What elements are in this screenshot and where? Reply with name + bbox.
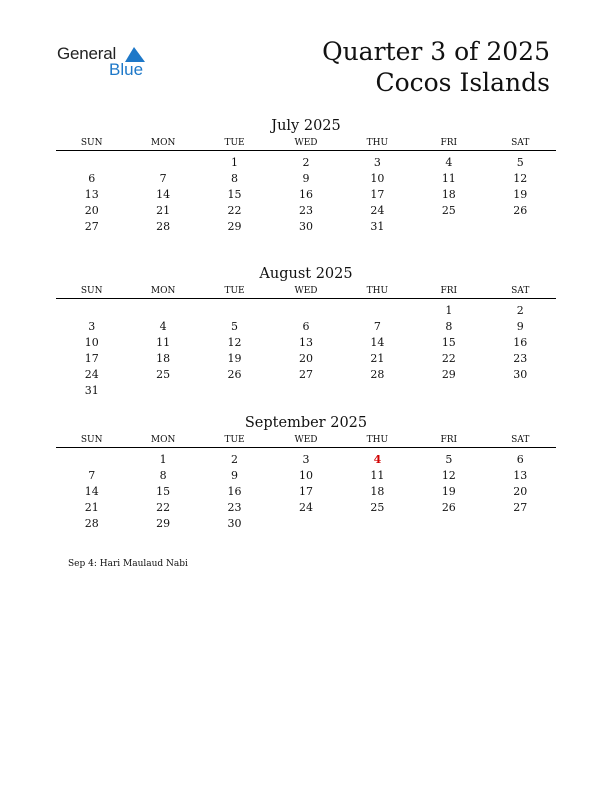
month-title: September 2025	[244, 415, 368, 431]
weekday-label: TUE	[224, 435, 245, 445]
day-cell: 15	[227, 188, 242, 201]
day-cell	[56, 155, 127, 171]
day-cell	[127, 303, 198, 319]
week-row	[56, 468, 556, 484]
weekday-header	[56, 136, 556, 151]
day-cell: 12	[441, 469, 456, 482]
day-cell: 5	[231, 320, 239, 333]
day-cell: 17	[370, 188, 385, 201]
day-cell: 1	[159, 453, 167, 466]
day-cell: 12	[513, 172, 528, 185]
week-row	[56, 187, 556, 203]
day-cell: 10	[298, 469, 313, 482]
weekday-label: SAT	[511, 138, 530, 148]
day-cell: 8	[159, 469, 167, 482]
title-quarter: Quarter 3 of 2025	[322, 37, 550, 66]
day-cell: 8	[231, 172, 239, 185]
day-cell: 7	[88, 469, 96, 482]
day-cell: 14	[84, 485, 99, 498]
day-cell: 15	[441, 336, 456, 349]
weekday-label: MON	[150, 138, 176, 148]
day-cell: 29	[156, 517, 171, 530]
day-cell: 2	[302, 156, 310, 169]
day-cell: 18	[156, 352, 171, 365]
day-cell: 24	[298, 501, 313, 514]
holiday-day-cell: 4	[373, 453, 382, 466]
day-cell	[199, 303, 270, 319]
month-july	[56, 116, 556, 235]
week-rows	[56, 299, 556, 399]
day-cell: 19	[441, 485, 456, 498]
day-cell: 16	[227, 485, 242, 498]
day-cell	[270, 383, 341, 399]
day-cell: 23	[298, 204, 313, 217]
day-cell: 28	[370, 368, 385, 381]
weekday-label: FRI	[440, 138, 458, 148]
logo-text-blue: Blue	[109, 60, 144, 79]
day-cell: 30	[298, 220, 313, 233]
day-cell: 9	[231, 469, 239, 482]
holiday-notes	[68, 559, 188, 569]
day-cell	[56, 452, 127, 468]
weekday-label: THU	[366, 286, 389, 296]
generalblue-logo	[57, 44, 157, 80]
day-cell: 21	[156, 204, 171, 217]
week-row	[56, 452, 556, 468]
day-cell: 17	[84, 352, 99, 365]
weekday-label: WED	[294, 435, 318, 445]
day-cell: 9	[302, 172, 310, 185]
day-cell: 15	[156, 485, 171, 498]
weekday-label: SUN	[80, 138, 103, 148]
day-cell: 24	[370, 204, 385, 217]
month-september	[56, 413, 556, 532]
day-cell: 4	[445, 156, 453, 169]
month-august	[56, 264, 556, 399]
weekday-label: THU	[366, 435, 389, 445]
day-cell: 18	[441, 188, 456, 201]
day-cell	[270, 516, 341, 532]
day-cell: 26	[227, 368, 242, 381]
day-cell: 27	[84, 220, 99, 233]
day-cell: 13	[84, 188, 99, 201]
weekday-label: SAT	[511, 435, 530, 445]
weekday-label: SUN	[80, 286, 103, 296]
week-row	[56, 500, 556, 516]
day-cell	[485, 219, 556, 235]
weekday-label: SUN	[80, 435, 103, 445]
day-cell	[413, 383, 484, 399]
week-row	[56, 516, 556, 532]
day-cell: 28	[156, 220, 171, 233]
weekday-label: MON	[150, 435, 176, 445]
day-cell: 16	[513, 336, 528, 349]
day-cell: 13	[298, 336, 313, 349]
day-cell: 3	[302, 453, 310, 466]
day-cell: 11	[370, 469, 385, 482]
week-row	[56, 155, 556, 171]
day-cell: 17	[298, 485, 313, 498]
day-cell: 20	[298, 352, 313, 365]
week-rows	[56, 448, 556, 532]
day-cell: 30	[513, 368, 528, 381]
weekday-label: SAT	[511, 286, 530, 296]
day-cell: 6	[516, 453, 524, 466]
day-cell: 3	[88, 320, 96, 333]
week-row	[56, 484, 556, 500]
day-cell	[127, 383, 198, 399]
holiday-note: Sep 4: Hari Maulaud Nabi	[68, 559, 188, 569]
day-cell: 14	[156, 188, 171, 201]
week-row	[56, 367, 556, 383]
day-cell: 11	[156, 336, 171, 349]
day-cell	[413, 219, 484, 235]
day-cell: 19	[227, 352, 242, 365]
day-cell: 16	[298, 188, 313, 201]
day-cell: 6	[88, 172, 96, 185]
day-cell: 24	[84, 368, 99, 381]
day-cell: 12	[227, 336, 242, 349]
day-cell: 22	[227, 204, 242, 217]
day-cell: 6	[302, 320, 310, 333]
day-cell: 20	[513, 485, 528, 498]
day-cell: 7	[373, 320, 381, 333]
month-title: August 2025	[259, 266, 353, 282]
week-row	[56, 319, 556, 335]
week-row	[56, 303, 556, 319]
day-cell: 3	[373, 156, 381, 169]
title-country: Cocos Islands	[375, 68, 550, 97]
weekday-label: TUE	[224, 286, 245, 296]
day-cell: 31	[84, 384, 99, 397]
day-cell: 29	[227, 220, 242, 233]
month-title: July 2025	[271, 118, 341, 134]
day-cell: 27	[298, 368, 313, 381]
day-cell: 20	[84, 204, 99, 217]
day-cell: 30	[227, 517, 242, 530]
day-cell: 29	[441, 368, 456, 381]
day-cell: 26	[441, 501, 456, 514]
day-cell: 14	[370, 336, 385, 349]
day-cell: 31	[370, 220, 385, 233]
weekday-label: WED	[294, 286, 318, 296]
day-cell: 5	[445, 453, 453, 466]
day-cell: 10	[370, 172, 385, 185]
logo-text-general: General	[57, 44, 117, 63]
day-cell: 1	[231, 156, 239, 169]
week-row	[56, 335, 556, 351]
week-row	[56, 351, 556, 367]
week-row	[56, 171, 556, 187]
week-row	[56, 219, 556, 235]
weekday-label: FRI	[440, 435, 458, 445]
day-cell: 1	[445, 304, 453, 317]
day-cell: 25	[441, 204, 456, 217]
weekday-label: FRI	[440, 286, 458, 296]
day-cell: 11	[441, 172, 456, 185]
day-cell: 28	[84, 517, 99, 530]
weekday-label: TUE	[224, 138, 245, 148]
weekday-label: THU	[366, 138, 389, 148]
day-cell: 23	[227, 501, 242, 514]
week-row	[56, 203, 556, 219]
day-cell: 21	[84, 501, 99, 514]
day-cell: 19	[513, 188, 528, 201]
day-cell	[342, 303, 413, 319]
day-cell: 13	[513, 469, 528, 482]
day-cell: 5	[516, 156, 524, 169]
day-cell	[342, 383, 413, 399]
day-cell: 10	[84, 336, 99, 349]
weekday-header	[56, 284, 556, 299]
day-cell	[413, 516, 484, 532]
day-cell: 22	[156, 501, 171, 514]
day-cell: 18	[370, 485, 385, 498]
day-cell: 7	[159, 172, 167, 185]
day-cell: 9	[516, 320, 524, 333]
day-cell: 26	[513, 204, 528, 217]
day-cell: 2	[231, 453, 239, 466]
day-cell: 4	[159, 320, 167, 333]
day-cell: 22	[441, 352, 456, 365]
page-title	[322, 36, 550, 98]
weekday-label: WED	[294, 138, 318, 148]
day-cell: 21	[370, 352, 385, 365]
week-rows	[56, 151, 556, 235]
day-cell: 27	[513, 501, 528, 514]
day-cell	[199, 383, 270, 399]
day-cell	[485, 383, 556, 399]
week-row	[56, 383, 556, 399]
weekday-label: MON	[150, 286, 176, 296]
day-cell	[270, 303, 341, 319]
weekday-header	[56, 433, 556, 448]
day-cell: 8	[445, 320, 453, 333]
day-cell	[342, 516, 413, 532]
day-cell: 23	[513, 352, 528, 365]
day-cell: 25	[370, 501, 385, 514]
day-cell: 25	[156, 368, 171, 381]
day-cell	[127, 155, 198, 171]
day-cell: 2	[516, 304, 524, 317]
day-cell	[56, 303, 127, 319]
day-cell	[485, 516, 556, 532]
